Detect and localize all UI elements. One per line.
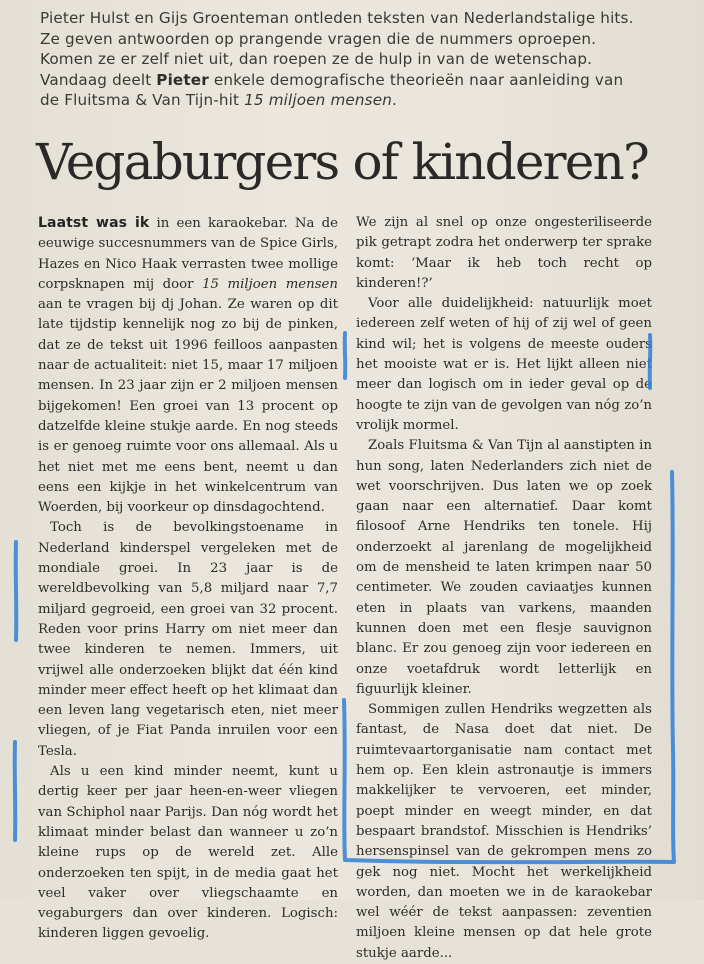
intro-line: Ze geven antwoorden op prangende vragen die de nummers oproepen. (40, 29, 597, 48)
article-paragraph: Sommigen zullen Hendriks wegzetten als fantast, de Nasa doet dat niet. De ruimtevaartorganisatie nam contact met hem op. Een klein astronautje is immers makkelijker te vervoeren, eet minder, poept minder en weegt minder, en dat bespaart brandstof. Misschien is Hendriks’ hersenspinsel van de gekrompen mens zo gek nog niet. Mocht het werkelijkheid worden, dan moeten we in de karaokebar wel wéér de tekst aanpassen: zeventien miljoen kleine mensen op dat hele grote stukje aarde... (356, 702, 652, 961)
headline: Vegaburgers of kinderen? (36, 133, 648, 191)
article-paragraph: Laatst was ik in een karaokebar. Na de eeuwige succesnummers van de Spice Girls, Hazes en Nico Haak verrasten twee mollige corpsknapen mij door 15 miljoen mensen aan te vragen bij dj Johan. Ze waren op dit late tijdstip kennelijk nog zo bij de pinken, dat ze de tekst uit 1996 feilloos aanpasten naar de actualiteit: niet 15, maar 17 miljoen mensen. In 23 jaar zijn er 2 miljoen mensen bijgekomen! Een groei van 13 procent op datzelfde kleine stukje aarde. En nog steeds is er genoeg ruimte voor ons allemaal. Als u het niet met me eens bent, neemt u dan eens een kijkje in het winkelcentrum van Woerden, bij voorkeur op dinsdagochtend. (38, 215, 339, 516)
song-title: 15 miljoen mensen (244, 91, 392, 109)
article-paragraph: Zoals Fluitsma & Van Tijn al aanstipten in hun song, laten Nederlanders zich niet de wet voorschrijven. Dus laten we op zoek gaan naar een alternatief. Daar komt filosoof Arne Hendriks ten tonele. Hij onderzoekt al jarenlang de mogelijkheid om de mensheid te laten krimpen naar 50 centimeter. We zouden caviaatjes kunnen eten in plaats van varkens, maanden kunnen doen met een flesje sauvignon blanc. Er zou genoeg zijn voor iedereen en onze voetafdruk wordt letterlijk en figuurlijk kleiner. (356, 438, 652, 697)
intro-block (40, 8, 690, 111)
pen-mark-right-top (345, 333, 346, 378)
lead-in: Laatst was ik (38, 215, 150, 231)
pen-mark-left-top (16, 542, 17, 640)
article-paragraph: Voor alle duidelijkheid: natuurlijk moet iedereen zelf weten of hij of zij wel of geen kind wil; het is volgens de meeste ouders het mooiste wat er is. Het lijkt alleen niet meer dan logisch om in ieder geval op de hoogte te zijn van de gevolgen van nóg zo’n vrolijk mormel. (356, 296, 652, 433)
article-column-right (356, 213, 652, 964)
author-name: Pieter (156, 70, 209, 89)
article-paragraph: We zijn al snel op onze ongesteriliseerde pik getrapt zodra het onderwerp ter sprake komt: ‘Maar ik heb toch recht op kinderen!?’ (356, 215, 652, 291)
article-paragraph: Als u een kind minder neemt, kunt u dertig keer per jaar heen-en-weer vliegen van Schiphol naar Parijs. Dan nóg wordt het klimaat minder belast dan wanneer u zo’n kleine rups op de wereld zet. Alle onderzoeken ten spijt, in de media gaat het veel vaker over vliegschaamte en vegaburgers dan over kinderen. Logisch: kinderen liggen gevoelig. (38, 764, 338, 942)
song-title: 15 miljoen mensen (202, 276, 338, 292)
intro-line: Pieter Hulst en Gijs Groenteman ontleden teksten van Nederlandstalige hits. (40, 9, 634, 27)
article-paragraph: Toch is de bevolkingstoename in Nederland kinderspel vergeleken met de mondiale groei. In 23 jaar is de wereldbevolking van 5,8 miljard naar 7,7 miljard gegroeid, een groei van 32 procent. Reden voor prins Harry om niet meer dan twee kinderen te nemen. Immers, uit vrijwel alle onderzoeken blijkt dat één kind minder meer effect heeft op het klimaat dan een leven lang vegetarisch eten, niet meer vliegen, of je Fiat Panda inruilen voor een Tesla. (38, 520, 338, 759)
intro-line: de Fluitsma & Van Tijn-hit 15 miljoen mensen. (40, 91, 397, 109)
intro-line: Komen ze er zelf niet uit, dan roepen ze de hulp in van de wetenschap. (40, 50, 593, 68)
pen-mark-left-bottom (15, 742, 16, 840)
article-column-left (38, 213, 338, 945)
intro-line: Vandaag deelt Pieter enkele demografische theorieën naar aanleiding van (40, 70, 624, 89)
